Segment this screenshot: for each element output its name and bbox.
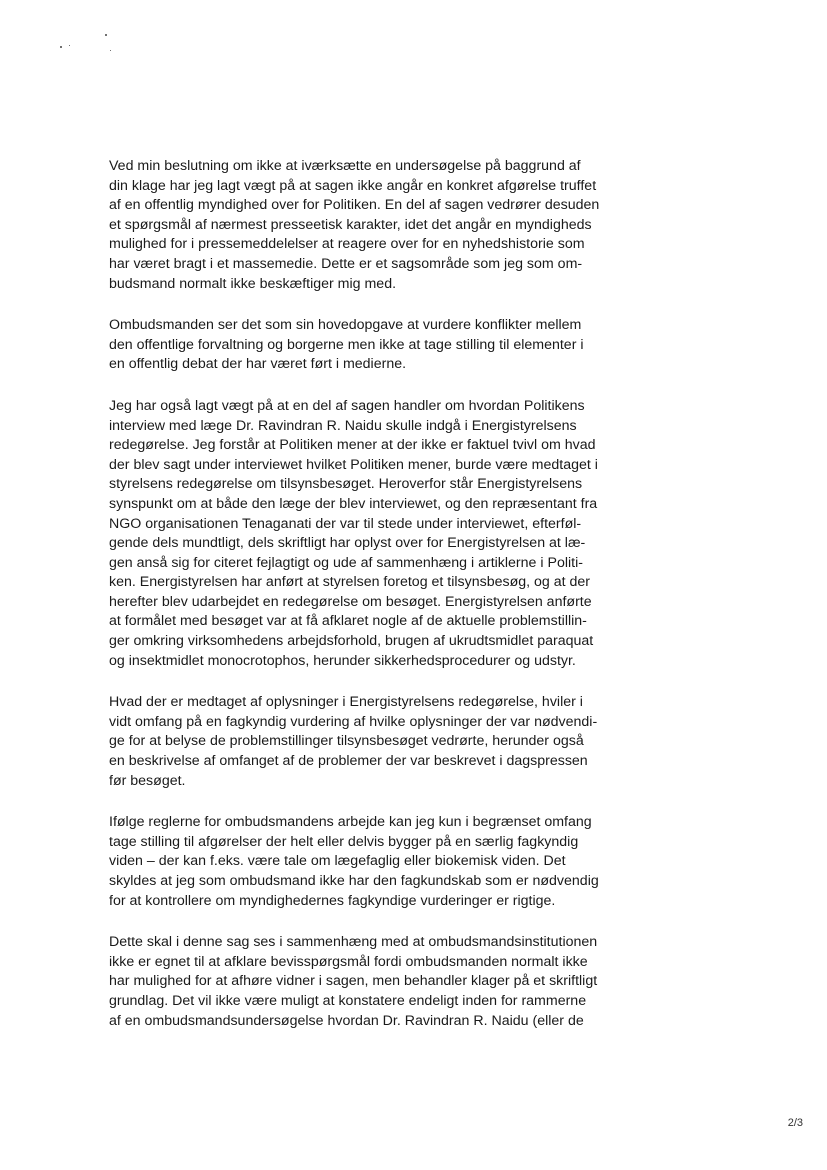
text-line: tage stilling til afgørelser der helt eller delvis bygger på en særlig fagkyndig — [109, 833, 579, 850]
text-line: Ved min beslutning om ikke at iværksætte en undersøgelse på baggrund af — [109, 158, 581, 174]
text-line: gende dels mundtligt, dels skriftligt har oplyst over for Energistyrelsen at læ- — [109, 535, 586, 552]
text-line: for at kontrollere om myndighedernes fagkyndige vurderinger er rigtige. — [109, 892, 556, 909]
text-line: redegørelse. Jeg forstår at Politiken mener at der ikke er faktuel tvivl om hvad — [109, 437, 596, 454]
text-line: gen anså sig for citeret fejlagtigt og ude af sammenhæng i artiklerne i Politi- — [109, 554, 583, 571]
text-line: styrelsens redegørelse om tilsynsbesøget. Heroverfor står Energistyrelsens — [109, 476, 583, 493]
text-line: en beskrivelse af omfanget af de problemer der var beskrevet i dagspressen — [109, 753, 588, 770]
text-line: Jeg har også lagt vægt på at en del af sagen handler om hvordan Politikens — [109, 397, 585, 414]
text-line: ken. Energistyrelsen har anført at styrelsen foretog et tilsynsbesøg, og at der — [109, 574, 591, 591]
text-line: Hvad der er medtaget af oplysninger i Energistyrelsens redegørelse, hviler i — [109, 694, 583, 711]
letter-body — [109, 157, 609, 1053]
text-line: ger omkring virksomhedens arbejdsforhold, brugen af ukrudtsmidlet paraquat — [109, 633, 594, 650]
text-line: viden – der kan f.eks. være tale om lægefaglig eller biokemisk viden. Det — [109, 853, 566, 870]
scan-specks — [58, 30, 128, 56]
text-line: interview med læge Dr. Ravindran R. Naidu skulle indgå i Energistyrelsens — [109, 417, 577, 434]
text-line: der blev sagt under interviewet hvilket Politiken mener, burde være medtaget i — [109, 456, 598, 473]
text-line: mulighed for i pressemeddelelser at reagere over for en nyhedshistorie som — [109, 236, 585, 253]
text-line: af en ombudsmandsundersøgelse hvordan Dr. Ravindran R. Naidu (eller de — [109, 1012, 584, 1029]
text-line: herefter blev udarbejdet en redegørelse om besøget. Energistyrelsen anførte — [109, 593, 592, 610]
paragraph-1 — [109, 157, 609, 294]
text-line: skyldes at jeg som ombudsmand ikke har den fagkundskab som er nødvendig — [109, 873, 599, 889]
text-line: budsmand normalt ikke beskæftiger mig med. — [109, 275, 397, 292]
paragraph-3 — [109, 397, 609, 671]
text-line: Ifølge reglerne for ombudsmandens arbejde kan jeg kun i begrænset omfang — [109, 814, 592, 831]
text-line: Ombudsmanden ser det som sin hovedopgave at vurdere konflikter mellem — [109, 317, 582, 334]
paragraph-2 — [109, 316, 609, 375]
text-line: grundlag. Det vil ikke være muligt at konstatere endeligt inden for rammerne — [109, 992, 587, 1009]
text-line: af en offentlig myndighed over for Politiken. En del af sagen vedrører desuden — [109, 197, 600, 214]
text-line: og insektmidlet monocrotophos, herunder sikkerhedsprocedurer og udstyr. — [109, 652, 576, 669]
text-line: synspunkt om at både den læge der blev interviewet, og den repræsentant fra — [109, 495, 598, 512]
text-line: ikke er egnet til at afklare bevisspørgsmål fordi ombudsmanden normalt ikke — [109, 953, 588, 970]
text-line: Dette skal i denne sag ses i sammenhæng med at ombudsmandsinstitutionen — [109, 934, 598, 951]
text-line: vidt omfang på en fagkyndig vurdering af hvilke oplysninger der var nødvendi- — [109, 713, 598, 730]
page-number: 2/3 — [787, 1117, 803, 1129]
text-line: den offentlige forvaltning og borgerne men ikke at tage stilling til elementer i — [109, 336, 584, 353]
text-line: før besøget. — [109, 772, 186, 789]
paragraph-4 — [109, 693, 609, 791]
text-line: NGO organisationen Tenaganati der var til stede under interviewet, efterføl- — [109, 515, 582, 532]
paragraph-6 — [109, 933, 609, 1031]
text-line: din klage har jeg lagt vægt på at sagen ikke angår en konkret afgørelse truffet — [109, 177, 597, 194]
text-line: har mulighed for at afhøre vidner i sagen, men behandler klager på et skriftligt — [109, 973, 598, 990]
text-line: at formålet med besøget var at få afklaret nogle af de aktuelle problemstillin- — [109, 613, 587, 630]
text-line: et spørgsmål af nærmest presseetisk karakter, idet det angår en myndigheds — [109, 216, 592, 233]
text-line: ge for at belyse de problemstillinger tilsynsbesøget vedrørte, herunder også — [109, 733, 584, 750]
text-line: har været bragt i et massemedie. Dette er et sagsområde som jeg som om- — [109, 255, 583, 272]
text-line: en offentlig debat der har været ført i medierne. — [109, 356, 407, 373]
paragraph-5 — [109, 813, 609, 911]
